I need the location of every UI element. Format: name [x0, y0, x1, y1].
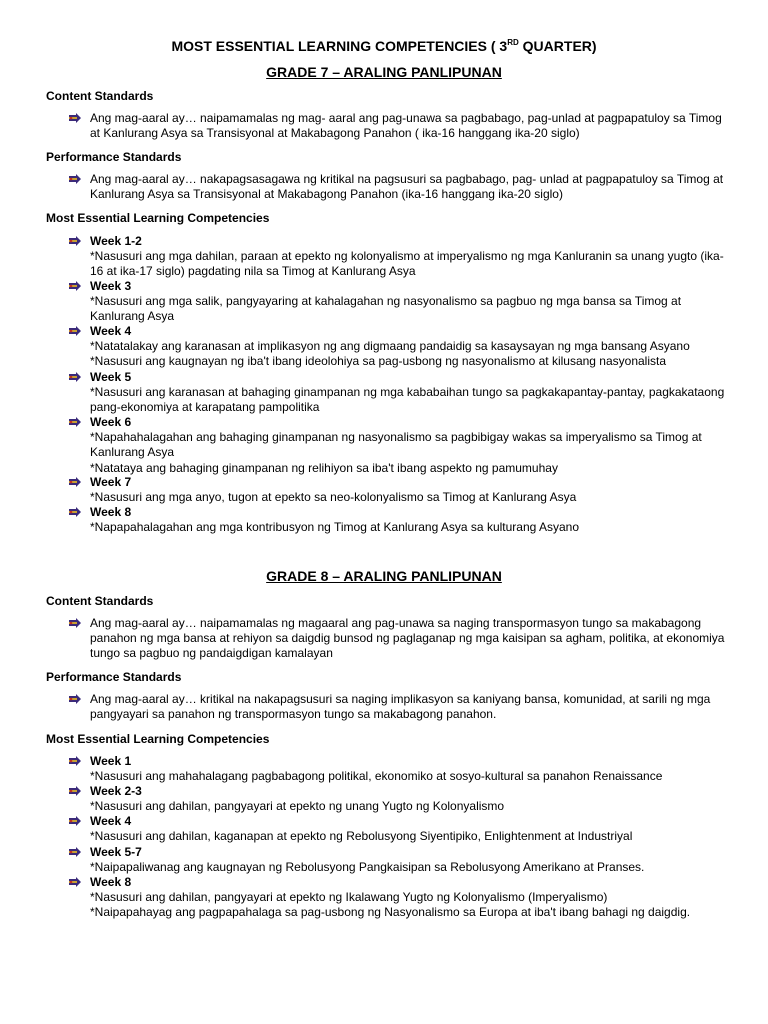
week-label: Week 1-2 [90, 234, 142, 248]
arrow-bullet-icon [68, 326, 82, 336]
week-content [90, 784, 728, 814]
week-label: Week 4 [90, 814, 132, 828]
week-label: Week 6 [90, 415, 132, 429]
week-label: Week 3 [90, 279, 132, 293]
competency-line: *Nasusuri ang dahilan, kaganapan at epekto ng Rebolusyong Siyentipiko, Enlightenment at Industriyal [90, 829, 633, 844]
grade7-melc-label: Most Essential Learning Competencies [46, 211, 270, 225]
week-content [90, 234, 728, 280]
week-item [68, 475, 728, 505]
arrow-bullet-icon [68, 507, 82, 517]
week-item [68, 505, 728, 535]
week-item [68, 754, 728, 784]
week-content [90, 845, 728, 875]
week-content [90, 279, 728, 325]
grade8-title: GRADE 8 – ARALING PANLIPUNAN [266, 568, 502, 584]
arrow-bullet-icon [68, 694, 82, 704]
arrow-bullet-icon [68, 756, 82, 766]
week-item [68, 234, 728, 280]
competency-line: *Napapahalagahan ang mga kontribusyon ng Timog at Kanlurang Asya sa kulturang Asyano [90, 520, 579, 535]
grade8-content-label: Content Standards [46, 594, 154, 608]
arrow-bullet-icon [68, 877, 82, 887]
grade8-performance-text: Ang mag-aaral ay… kritikal na nakapagsusuri sa naging implikasyon sa kaniyang bansa, komunidad, at sarili ng mga pangyayari sa panahon ng transpormasyon tungo sa makabagong panahon. [90, 692, 711, 722]
week-content [90, 875, 728, 921]
competency-line: *Nasusuri ang dahilan, pangyayari at epekto ng unang Yugto ng Kolonyalismo [90, 799, 505, 814]
week-content [90, 814, 728, 844]
week-label: Week 8 [90, 875, 132, 889]
week-label: Week 2-3 [90, 784, 142, 798]
week-label: Week 7 [90, 475, 132, 489]
grade7-content-label: Content Standards [46, 89, 154, 103]
competency-line: *Nasusuri ang mga salik, pangyayaring at kahalagahan ng nasyonalismo sa pagbuo ng mga bansa sa Timog at Kanlurang Asya [90, 294, 682, 324]
arrow-bullet-icon [68, 816, 82, 826]
week-content [90, 415, 728, 476]
competency-line: *Nasusuri ang karanasan at bahaging ginampanan ng mga kababaihan tungo sa pagkakapantay-pantay, pagkakataong pang-ekonomiya at karapatang pampolitika [90, 385, 725, 415]
week-label: Week 4 [90, 324, 132, 338]
arrow-bullet-icon [68, 477, 82, 487]
week-item [68, 784, 728, 814]
competency-line: *Nasusuri ang kaugnayan ng iba't ibang ideolohiya sa pag-usbong ng nasyonalismo at kilusang nasyonalista [90, 354, 667, 369]
competency-line: *Natatalakay ang karanasan at implikasyon ng ang digmaang pandaidig sa kasaysayan ng mga bansang Asyano [90, 339, 690, 354]
week-label: Week 1 [90, 754, 132, 768]
competency-line: *Nasusuri ang mga dahilan, paraan at epekto ng kolonyalismo at imperyalismo ng mga Kanluranin sa unang yugto (ika-16 at ika-17 siglo) pagdating nila sa Timog at Kanlurang Asya [90, 249, 724, 279]
week-content [90, 505, 728, 535]
week-content [90, 475, 728, 505]
week-label: Week 8 [90, 505, 132, 519]
week-item [68, 415, 728, 476]
arrow-bullet-icon [68, 618, 82, 628]
grade7-performance-label: Performance Standards [46, 150, 182, 164]
competency-line: *Nasusuri ang mahahalagang pagbabagong politikal, ekonomiko at sosyo-kultural sa panahon Renaissance [90, 769, 663, 784]
grade7-title: GRADE 7 – ARALING PANLIPUNAN [266, 64, 502, 80]
week-item [68, 370, 728, 416]
competency-line: *Napahahalagahan ang bahaging ginampanan ng nasyonalismo sa pagbibigay wakas sa imperyalismo sa Timog at Kanlurang Asya [90, 430, 702, 460]
arrow-bullet-icon [68, 847, 82, 857]
competency-line: *Natataya ang bahaging ginampanan ng relihiyon sa iba't ibang aspekto ng pamumuhay [90, 460, 558, 475]
grade8-content-text: Ang mag-aaral ay… naipamamalas ng magaaral ang pag-unawa sa naging transpormasyon tungo sa makabagong panahon ng mga bansa at rehiyon sa daigdig bunsod ng paglaganap ng mga kaisipan sa agham, politika, at ekonomiya tungo sa pagbuo ng pandaigdigan kamalayan [90, 616, 725, 661]
competency-line: *Nasusuri ang dahilan, pangyayari at epekto ng Ikalawang Yugto ng Kolonyalismo (Imperyalismo) [90, 890, 608, 905]
week-item [68, 875, 728, 921]
week-item [68, 324, 728, 370]
grade8-melc-label: Most Essential Learning Competencies [46, 732, 270, 746]
week-item [68, 279, 728, 325]
arrow-bullet-icon [68, 113, 82, 123]
week-content [90, 324, 728, 370]
arrow-bullet-icon [68, 174, 82, 184]
arrow-bullet-icon [68, 786, 82, 796]
week-item [68, 814, 728, 844]
arrow-bullet-icon [68, 417, 82, 427]
week-label: Week 5-7 [90, 845, 142, 859]
document-title: MOST ESSENTIAL LEARNING COMPETENCIES ( 3RD QUARTER) [171, 38, 597, 54]
competency-line: *Naipapaliwanag ang kaugnayan ng Rebolusyong Pangkaisipan sa Rebolusyong Amerikano at Pranses. [90, 860, 645, 875]
arrow-bullet-icon [68, 236, 82, 246]
week-label: Week 5 [90, 370, 132, 384]
week-content [90, 754, 728, 784]
competency-line: *Nasusuri ang mga anyo, tugon at epekto sa neo-kolonyalismo sa Timog at Kanlurang Asya [90, 490, 577, 505]
week-content [90, 370, 728, 416]
grade8-content-item [68, 616, 728, 662]
grade7-performance-item [68, 172, 728, 202]
grade7-performance-text: Ang mag-aaral ay… nakapagsasagawa ng kritikal na pagsusuri sa pagbabago, pag- unlad at pagpapatuloy sa Timog at Kanlurang Asya sa Transisyonal at Makabagong Panahon (ika-16 hanggang ika-20 siglo) [90, 172, 724, 202]
grade7-content-item [68, 111, 728, 141]
arrow-bullet-icon [68, 372, 82, 382]
grade7-content-text: Ang mag-aaral ay… naipamamalas ng mag- aaral ang pag-unawa sa pagbabago, pag-unlad at pagpapatuloy sa Timog at Kanlurang Asya sa Transisyonal at Makabagong Panahon ( ika-16 hanggang ika-20 siglo) [90, 111, 722, 141]
competency-line: *Naipapahayag ang pagpapahalaga sa pag-usbong ng Nasyonalismo sa Europa at iba't ibang bahagi ng daigdig. [90, 905, 691, 920]
grade8-performance-item [68, 692, 728, 722]
week-item [68, 845, 728, 875]
arrow-bullet-icon [68, 281, 82, 291]
grade8-performance-label: Performance Standards [46, 670, 182, 684]
